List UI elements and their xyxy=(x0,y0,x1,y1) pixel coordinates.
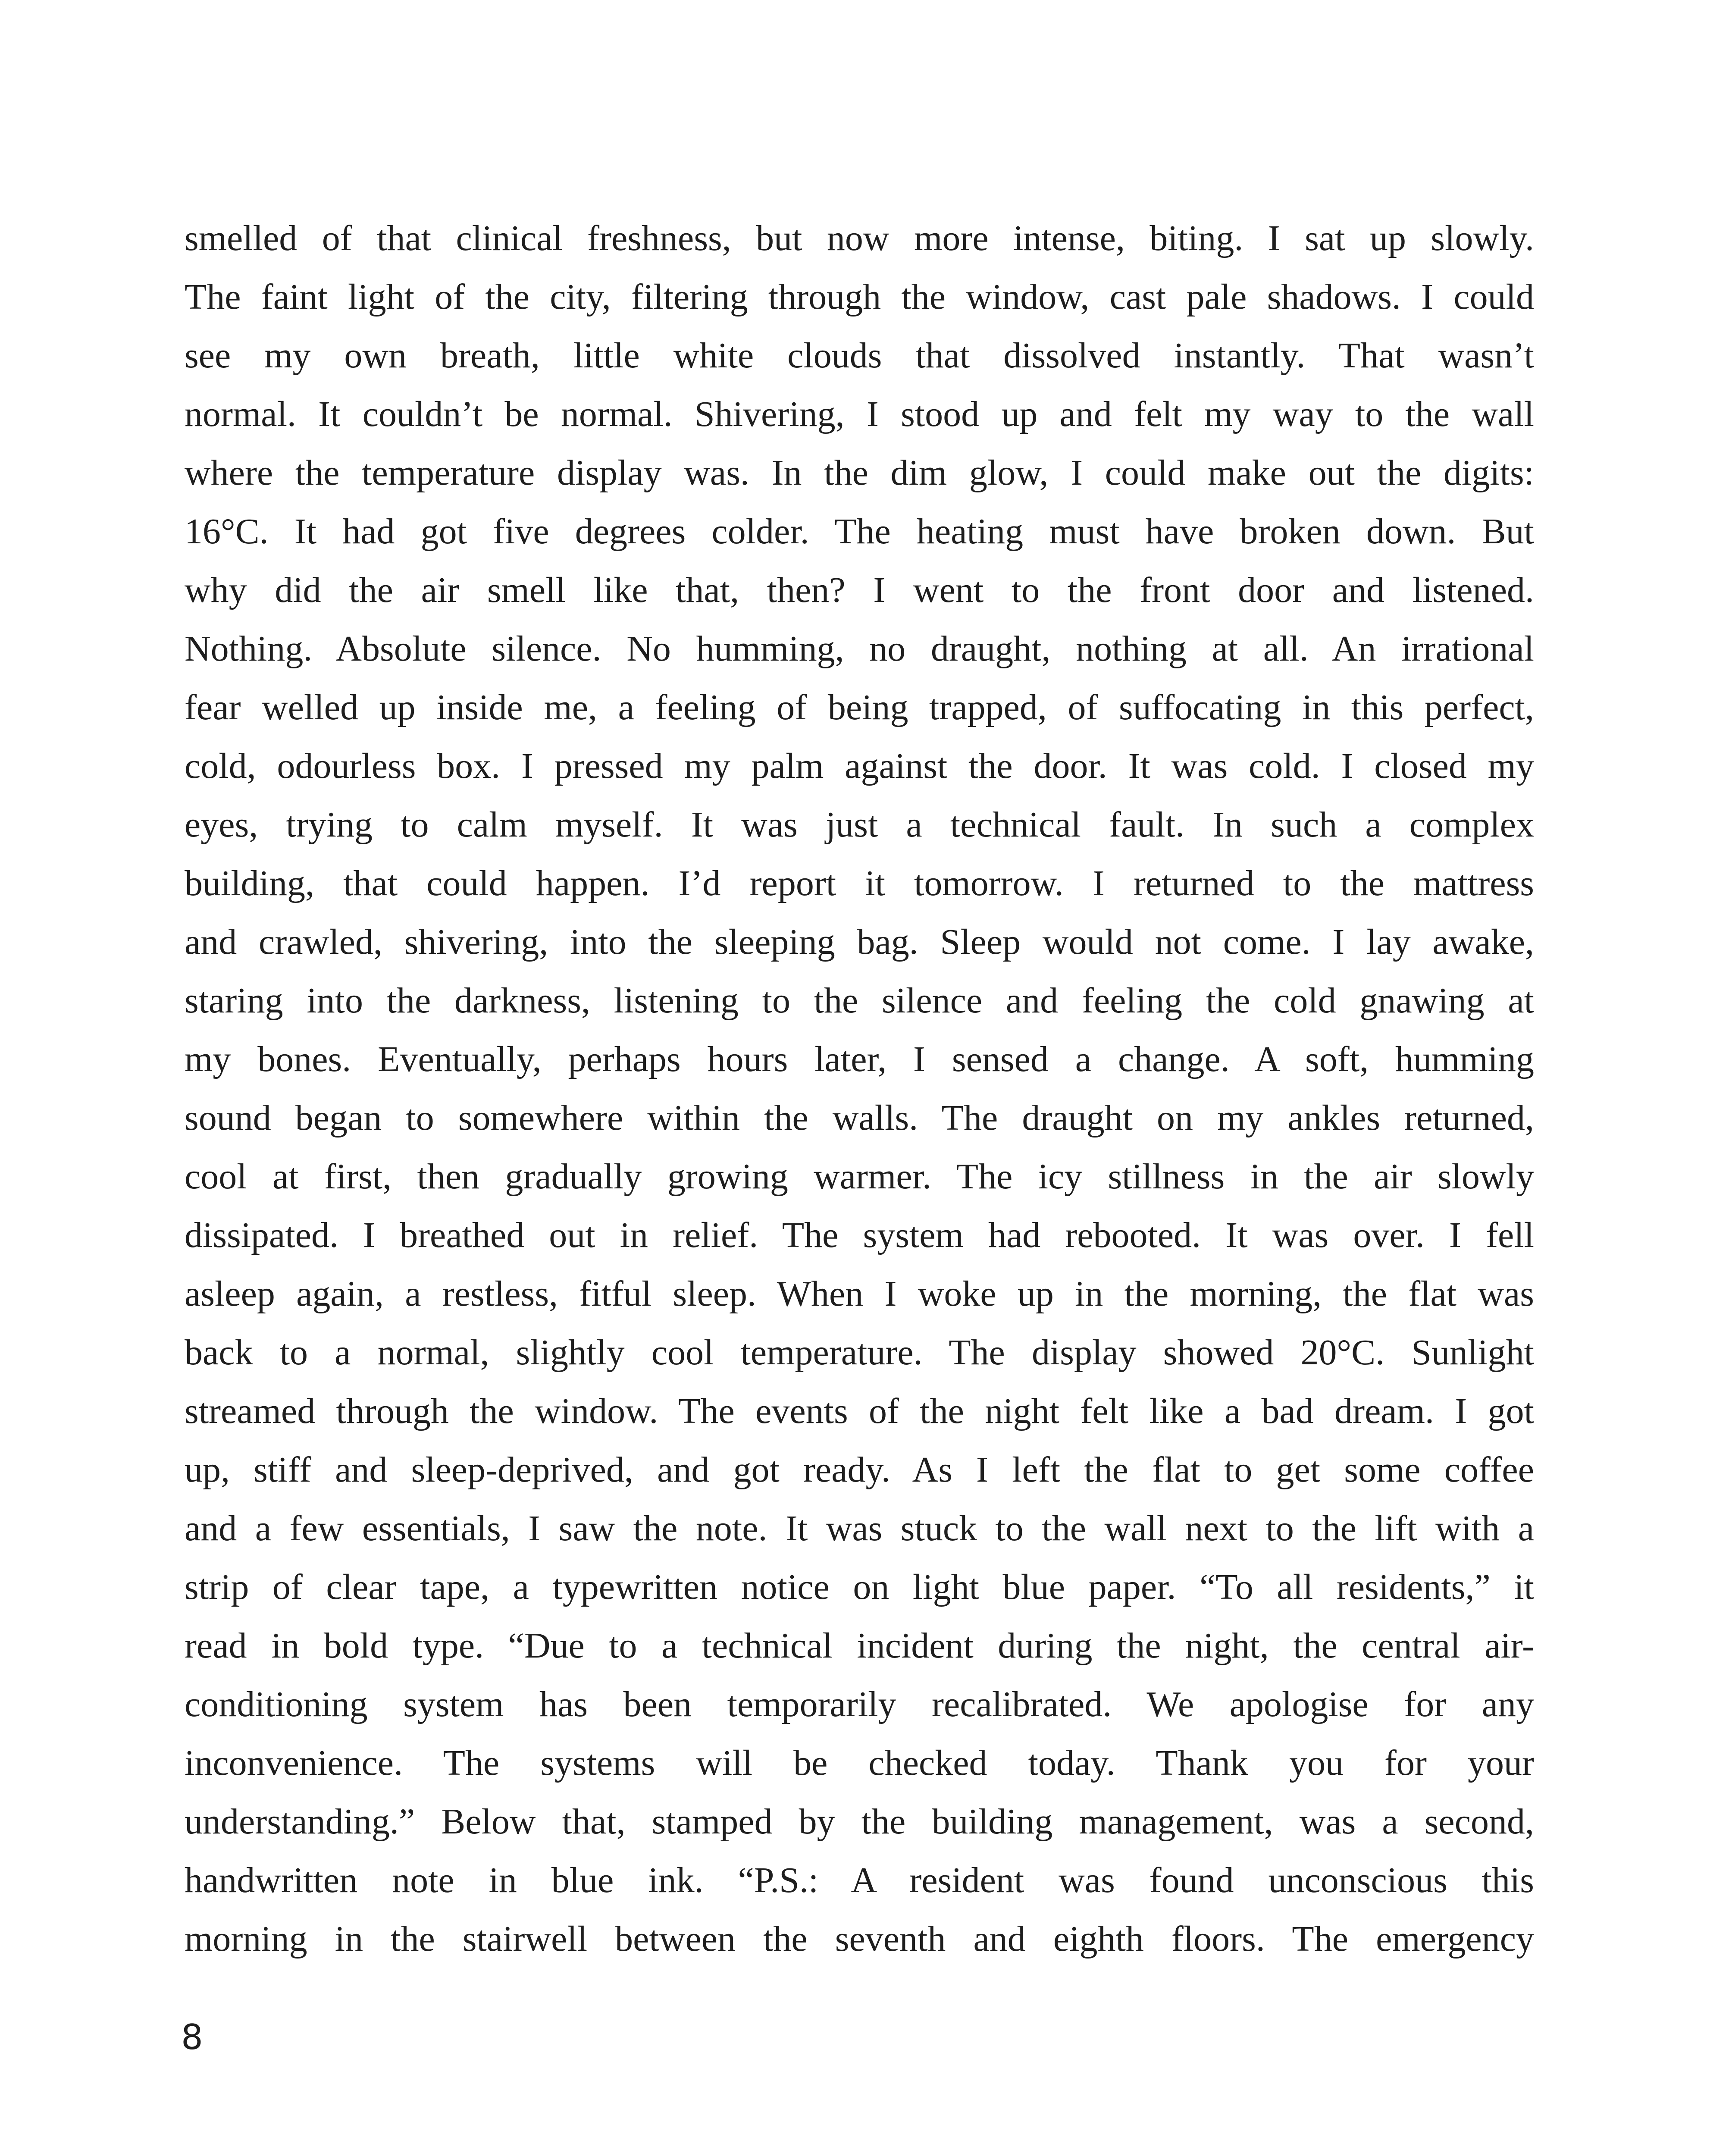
text-line: 16°C. It had got five degrees colder. The heating must have broken down. But xyxy=(185,511,1534,552)
text-line: read in bold type. “Due to a technical incident during the night, the central air- xyxy=(185,1626,1534,1666)
text-line: asleep again, a restless, fitful sleep. When I woke up in the morning, the flat was xyxy=(185,1274,1534,1314)
page-number: 8 xyxy=(181,2017,203,2057)
text-line: fear welled up inside me, a feeling of being trapped, of suffocating in this perfect, xyxy=(185,687,1534,727)
text-line: cool at first, then gradually growing warmer. The icy stillness in the air slowly xyxy=(185,1156,1534,1197)
body-text xyxy=(185,209,1534,1968)
text-line: my bones. Eventually, perhaps hours later, I sensed a change. A soft, humming xyxy=(185,1039,1534,1079)
text-line: morning in the stairwell between the seventh and eighth floors. The emergency xyxy=(185,1919,1534,1959)
text-line: sound began to somewhere within the walls. The draught on my ankles returned, xyxy=(185,1098,1534,1138)
text-line: back to a normal, slightly cool temperature. The display showed 20°C. Sunlight xyxy=(185,1332,1534,1373)
text-line: streamed through the window. The events of the night felt like a bad dream. I got xyxy=(185,1391,1534,1431)
text-line: building, that could happen. I’d report it tomorrow. I returned to the mattress xyxy=(185,863,1534,903)
text-line: where the temperature display was. In the dim glow, I could make out the digits: xyxy=(185,453,1534,493)
text-line: The faint light of the city, filtering through the window, cast pale shadows. I could xyxy=(185,277,1534,317)
text-line: conditioning system has been temporarily recalibrated. We apologise for any xyxy=(185,1684,1534,1724)
text-line: and crawled, shivering, into the sleeping bag. Sleep would not come. I lay awake, xyxy=(185,922,1534,962)
text-line: eyes, trying to calm myself. It was just a technical fault. In such a complex xyxy=(185,805,1534,845)
text-line: why did the air smell like that, then? I went to the front door and listened. xyxy=(185,570,1534,610)
text-line: handwritten note in blue ink. “P.S.: A resident was found unconscious this xyxy=(185,1860,1534,1900)
text-line: understanding.” Below that, stamped by the building management, was a second, xyxy=(185,1802,1534,1842)
text-line: cold, odourless box. I pressed my palm against the door. It was cold. I closed my xyxy=(185,746,1534,786)
text-line: inconvenience. The systems will be checked today. Thank you for your xyxy=(185,1743,1534,1783)
text-line: smelled of that clinical freshness, but now more intense, biting. I sat up slowly. xyxy=(185,218,1534,258)
text-line: normal. It couldn’t be normal. Shivering, I stood up and felt my way to the wall xyxy=(185,394,1534,434)
text-line: Nothing. Absolute silence. No humming, no draught, nothing at all. An irrational xyxy=(185,629,1534,669)
text-line: up, stiff and sleep-deprived, and got ready. As I left the flat to get some coffee xyxy=(185,1450,1534,1490)
text-line: and a few essentials, I saw the note. It was stuck to the wall next to the lift with a xyxy=(185,1508,1534,1548)
text-line: dissipated. I breathed out in relief. The system had rebooted. It was over. I fell xyxy=(185,1215,1534,1255)
text-line: see my own breath, little white clouds that dissolved instantly. That wasn’t xyxy=(185,335,1534,376)
text-line: strip of clear tape, a typewritten notice on light blue paper. “To all residents,” it xyxy=(185,1567,1534,1607)
text-line: staring into the darkness, listening to the silence and feeling the cold gnawing at xyxy=(185,981,1534,1021)
